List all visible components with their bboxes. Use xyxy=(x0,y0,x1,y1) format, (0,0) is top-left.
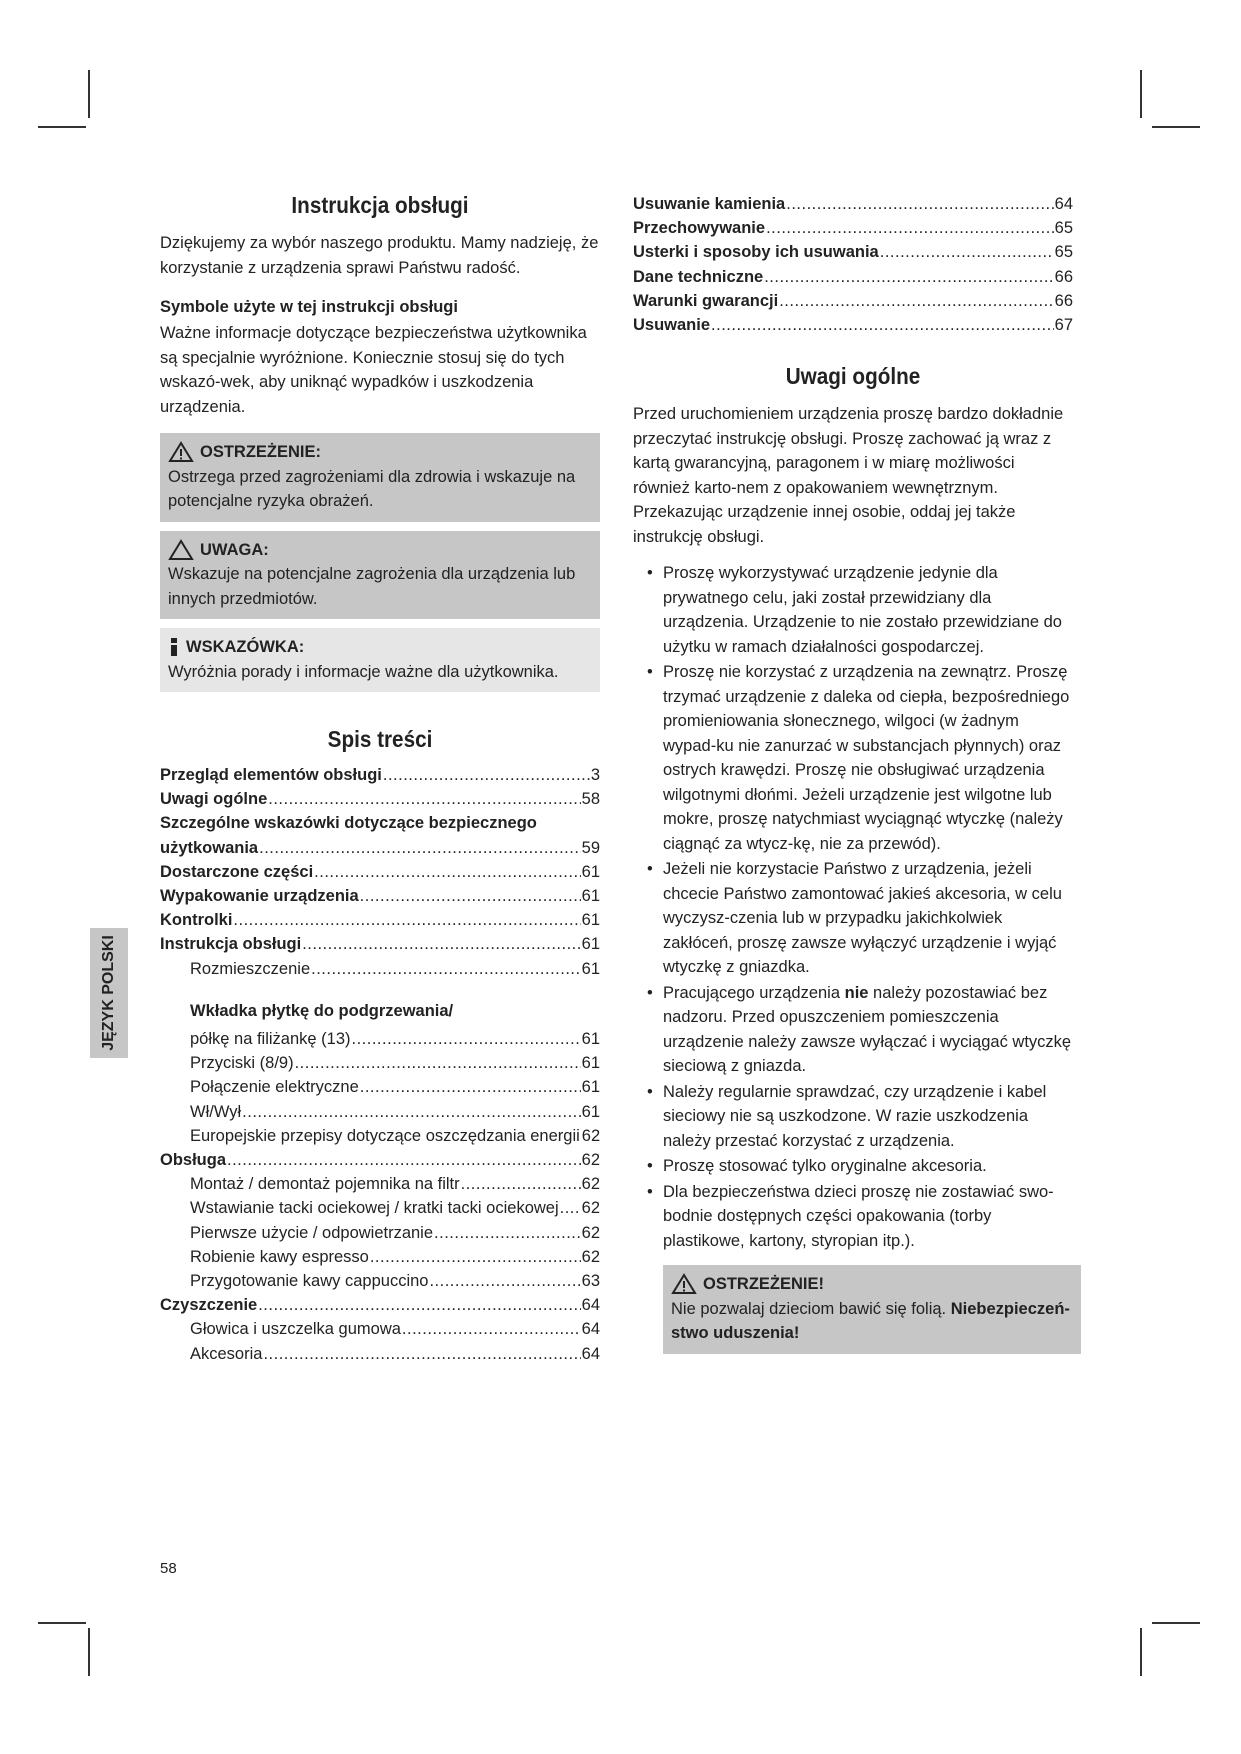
crop-mark xyxy=(38,1622,86,1624)
toc-entry[interactable]: Czyszczenie ..... 64 xyxy=(160,1293,600,1317)
crop-mark xyxy=(1152,1622,1200,1624)
toc-subentry[interactable]: Wkładka płytkę do podgrzewania/ xyxy=(190,1001,454,1020)
info-icon xyxy=(168,636,180,658)
list-item: • Proszę nie korzystać z urządzenia na zewnątrz. Proszę trzymać urządzenie z daleka od ciepła, bezpośredniego promieniowania słonecznego, wilgoci (w żadnym wypad-ku nie zanurzać w substancjach płynnych) oraz ostrych krawędzi. Proszę nie obsługiwać urządzenia wilgotnymi dłońmi. Jeżeli urządzenie jest wilgotne lub mokre, proszę natychmiast wyciągnąć wtyczkę (należy ciągnąć za wtycz-kę, nie za przewód). xyxy=(647,663,1070,853)
toc-entry[interactable]: Dostarczone części ..... 61 xyxy=(160,860,600,884)
section-title-general: Uwagi ogólne xyxy=(785,363,921,390)
toc-subentry[interactable]: Wstawianie tacki ociekowej / kratki tacki ociekowej ..... 62 xyxy=(160,1196,600,1220)
toc-entry[interactable]: użytkowania ..... 59 xyxy=(160,836,600,860)
toc-entry[interactable]: Przegląd elementów obsługi ..... 3 xyxy=(160,763,600,787)
list-item: • Proszę wykorzystywać urządzenie jedynie dla prywatnego celu, jaki został przewidziany dla urządzenia. Urządzenie to nie zostało przewidziane do użytku w ramach działalności gospodarczej. xyxy=(647,564,1062,656)
toc-entry[interactable]: Wypakowanie urządzenia ..... 61 xyxy=(160,884,600,908)
toc-entry[interactable]: Przechowywanie ..... 65 xyxy=(633,216,1073,240)
toc-subentry[interactable]: Głowica i uszczelka gumowa ..... 64 xyxy=(160,1317,600,1341)
section-title-manual: Instrukcja obsługi xyxy=(291,192,469,218)
toc-subentry[interactable]: Robienie kawy espresso ..... 62 xyxy=(160,1245,600,1269)
toc-entry[interactable]: Instrukcja obsługi ..... 61 xyxy=(160,932,600,956)
toc-entry[interactable]: Dane techniczne ..... 66 xyxy=(633,265,1073,289)
toc-subentry[interactable]: Pierwsze użycie / odpowietrzanie ..... 62 xyxy=(160,1221,600,1245)
general-intro: Przed uruchomieniem urządzenia proszę bardzo dokładnie przeczytać instrukcję obsługi. Proszę zachować ją wraz z kartą gwarancyjną, paragonem i w miarę możliwości również karto-nem z opakowaniem wewnętrznym. Przekazując urządzenie innej osobie, oddaj jej także instrukcję obsługi. xyxy=(633,405,1064,546)
left-column xyxy=(160,192,600,1366)
hint-box xyxy=(160,628,600,692)
warning-box xyxy=(160,433,600,522)
toc-entry[interactable]: Szczególne wskazówki dotyczące bezpiecznego xyxy=(160,814,537,833)
table-of-contents xyxy=(160,763,600,1366)
crop-mark xyxy=(88,70,90,118)
crop-mark xyxy=(38,126,86,128)
list-item: • Proszę stosować tylko oryginalne akcesoria. xyxy=(647,1157,987,1176)
toc-entry[interactable]: Kontrolki ..... 61 xyxy=(160,908,600,932)
warning-icon xyxy=(671,1273,697,1295)
toc-entry[interactable]: Usuwanie kamienia ..... 64 xyxy=(633,192,1073,216)
symbols-text: Ważne informacje dotyczące bezpieczeństwa użytkownika są specjalnie wyróżnione. Koniecznie stosuj się do tych wskazó-wek, aby uniknąć wypadków i uszkodzenia urządzenia. xyxy=(160,324,587,416)
crop-mark xyxy=(1152,126,1200,128)
symbols-heading: Symbole użyte w tej instrukcji obsługi xyxy=(160,298,458,316)
page-number: 58 xyxy=(160,1560,177,1577)
warning-text: Ostrzega przed zagrożeniami dla zdrowia i wskazuje na potencjalne ryzyka obrażeń. xyxy=(168,467,576,510)
toc-entry[interactable]: Obsługa ..... 62 xyxy=(160,1148,600,1172)
toc-subentry[interactable]: Wł/Wył ..... 61 xyxy=(160,1100,600,1124)
language-tab xyxy=(90,928,128,1058)
list-item: • Dla bezpieczeństwa dzieci proszę nie zostawiać swo-bodnie dostępnych części opakowania (torby plastikowe, kartony, styropian itp.). xyxy=(647,1182,1054,1250)
child-warning-box xyxy=(663,1265,1081,1354)
caution-icon xyxy=(168,539,194,561)
toc-entry[interactable]: Uwagi ogólne ..... 58 xyxy=(160,787,600,811)
toc-title: Spis treści xyxy=(327,726,433,752)
toc-subentry[interactable]: Europejskie przepisy dotyczące oszczędzania energii 62 xyxy=(190,1126,601,1145)
warning-icon xyxy=(168,441,194,463)
safety-list xyxy=(633,561,1073,1253)
caution-label: UWAGA: xyxy=(200,540,269,559)
language-tab-label: JĘZYK POLSKI xyxy=(100,935,118,1051)
crop-mark xyxy=(1140,1628,1142,1676)
caution-text: Wskazuje na potencjalne zagrożenia dla urządzenia lub innych przedmiotów. xyxy=(168,565,576,608)
crop-mark xyxy=(1140,70,1142,118)
toc-subentry[interactable]: półkę na filiżankę (13) ..... 61 xyxy=(160,1027,600,1051)
warning-text: Nie pozwalaj dzieciom bawić się folią. Niebezpieczeń-stwo uduszenia! xyxy=(671,1299,1070,1343)
table-of-contents-continued xyxy=(633,192,1073,337)
toc-subentry[interactable]: Połączenie elektryczne ..... 61 xyxy=(160,1075,600,1099)
toc-subentry[interactable]: Przygotowanie kawy cappuccino ..... 63 xyxy=(160,1269,600,1293)
list-item: • Pracującego urządzenia nie należy pozostawiać bez nadzoru. Przed opuszczeniem pomieszczenia urządzenie należy zawsze wyłączać i wyciągać wtyczkę sieciową z gniazda. xyxy=(647,983,1072,1076)
warning-label: OSTRZEŻENIE: xyxy=(200,443,322,461)
toc-subentry[interactable]: Akcesoria ..... 64 xyxy=(160,1342,600,1366)
list-item: • Należy regularnie sprawdzać, czy urządzenie i kabel sieciowy nie są uszkodzone. W razie uszkodzenia należy przestać korzystać z urządzenia. xyxy=(647,1082,1047,1150)
crop-mark xyxy=(88,1628,90,1676)
toc-subentry[interactable]: Rozmieszczenie ..... 61 xyxy=(160,957,600,981)
toc-entry[interactable]: Usuwanie ..... 67 xyxy=(633,313,1073,337)
hint-text: Wyróżnia porady i informacje ważne dla użytkownika. xyxy=(168,662,559,681)
toc-entry[interactable]: Warunki gwarancji ..... 66 xyxy=(633,289,1073,313)
hint-label: WSKAZÓWKA: xyxy=(186,638,305,656)
toc-subentry[interactable]: Przyciski (8/9) ..... 61 xyxy=(160,1051,600,1075)
right-column xyxy=(633,192,1073,1354)
intro-text: Dziękujemy za wybór naszego produktu. Mamy nadzieję, że korzystanie z urządzenia sprawi Państwu radość. xyxy=(160,234,599,277)
toc-subentry[interactable]: Montaż / demontaż pojemnika na filtr ..... 62 xyxy=(160,1172,600,1196)
list-item: • Jeżeli nie korzystacie Państwo z urządzenia, jeżeli chcecie Państwo zamontować jakieś akcesoria, w celu wyczysz-czenia lub w przypadku jakichkolwiek zakłóceń, proszę zawsze wyłączyć urządzenie i wyjąć wtyczkę z gniazdka. xyxy=(647,860,1062,977)
warning-label: OSTRZEŻENIE! xyxy=(703,1275,825,1294)
caution-box xyxy=(160,531,600,620)
toc-entry[interactable]: Usterki i sposoby ich usuwania ..... 65 xyxy=(633,240,1073,264)
